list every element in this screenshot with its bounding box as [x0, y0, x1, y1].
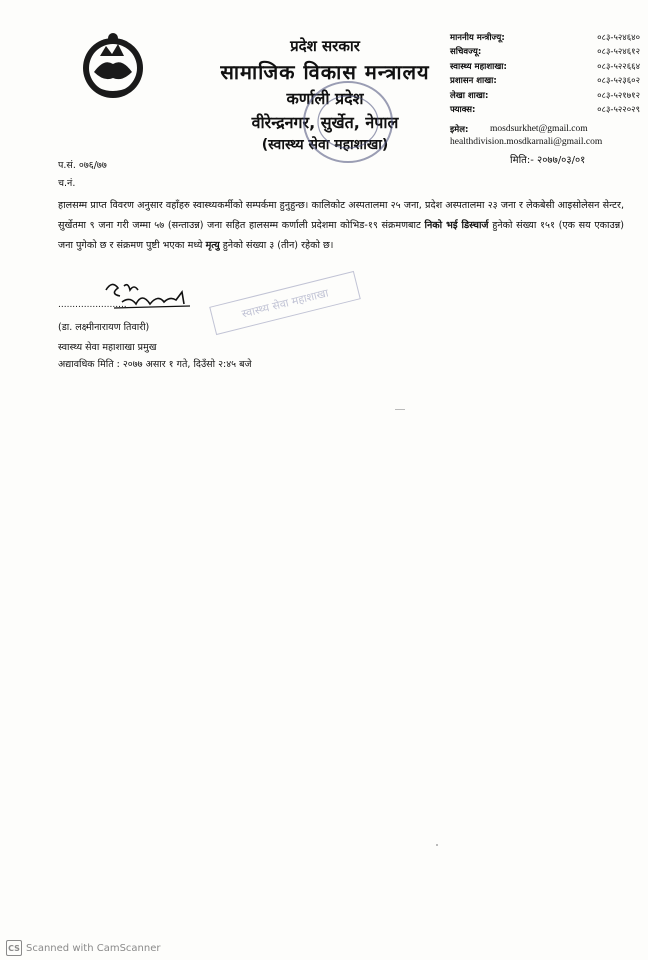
contact-row: लेखा शाखा: ०८३-५२१७१२: [450, 90, 640, 101]
svg-text:स्वास्थ्य सेवा महाशाखा: स्वास्थ्य सेवा महाशाखा: [240, 286, 330, 321]
province-name: कर्णाली प्रदेश: [286, 89, 364, 108]
contact-row: स्वास्थ्य महाशाखा: ०८३-५२२६६४: [450, 61, 640, 72]
scan-artifact: [395, 409, 405, 410]
contact-row: माननीय मन्त्रीज्यू: ०८३-५२४६४०: [450, 32, 640, 43]
handwritten-signature: [58, 278, 198, 314]
scan-artifact: [436, 844, 438, 846]
division-name: (स्वास्थ्य सेवा महाशाखा): [261, 137, 389, 153]
camscanner-icon: CS: [6, 940, 22, 956]
updated-date: अद्यावधिक मिति : २०७७ असार १ गते, दिउँसो २:४५ बजे: [58, 359, 252, 370]
scanner-watermark: [6, 940, 161, 956]
reference-number: प.सं. ०७६/७७: [58, 160, 107, 171]
letter-date: मिति:- २०७७/०३/०१: [510, 155, 586, 166]
office-stamp: [209, 270, 362, 335]
dispatch-number: च.नं.: [58, 178, 76, 189]
round-stamp: [298, 72, 398, 172]
email-secondary: healthdivision.mosdkarnali@gmail.com: [450, 137, 603, 147]
nepal-emblem-icon: [76, 28, 150, 102]
email-block: [450, 124, 646, 147]
location: वीरेन्द्रनगर, सुर्खेत, नेपाल: [251, 113, 399, 132]
email-primary: mosdsurkhet@gmail.com: [490, 124, 588, 134]
government-name: प्रदेश सरकार: [290, 37, 360, 55]
contact-row: प्रशासन शाखा: ०८३-५२३६०२: [450, 76, 640, 87]
contact-list: [450, 30, 640, 117]
signatory-name: (डा. लक्ष्मीनारायण तिवारी): [58, 322, 150, 333]
email-label: इमेल:: [450, 125, 469, 135]
contact-row: सचिवज्यू: ०८३-५२४६१२: [450, 47, 640, 58]
signatory-title: स्वास्थ्य सेवा महाशाखा प्रमुख: [58, 342, 157, 353]
watermark-text: Scanned with CamScanner: [26, 942, 161, 954]
signature-dots: ........................: [58, 300, 127, 310]
ministry-name: सामाजिक विकास मन्त्रालय: [220, 60, 430, 84]
contact-row: फ्याक्स: ०८३-५२२०२९: [450, 105, 640, 116]
letter-body: हालसम्म प्राप्त विवरण अनुसार वहाँहरु स्वास्थ्यकर्मीको सम्पर्कमा हुनुहुन्छ। कालिकोट अस्पतालमा २५ जना, प्रदेश अस्पतालमा २३ जना र लेकबेसी आइसोलेसन सेन्टर, सुर्खेतमा ९ जना गरी जम्मा ५७ (सन्ताउन्न) जना सहित हालसम्म कर्णाली प्रदेशमा कोभिड-१९ संक्रमणबाट निको भई डिस्चार्ज हुनेको संख्या १५१ (एक सय एकाउन्न) जना पुगेको छ र संक्रमण पुष्टी भएका मध्ये मृत्यु हुनेको संख्या ३ (तीन) रहेको छ।: [58, 200, 625, 251]
